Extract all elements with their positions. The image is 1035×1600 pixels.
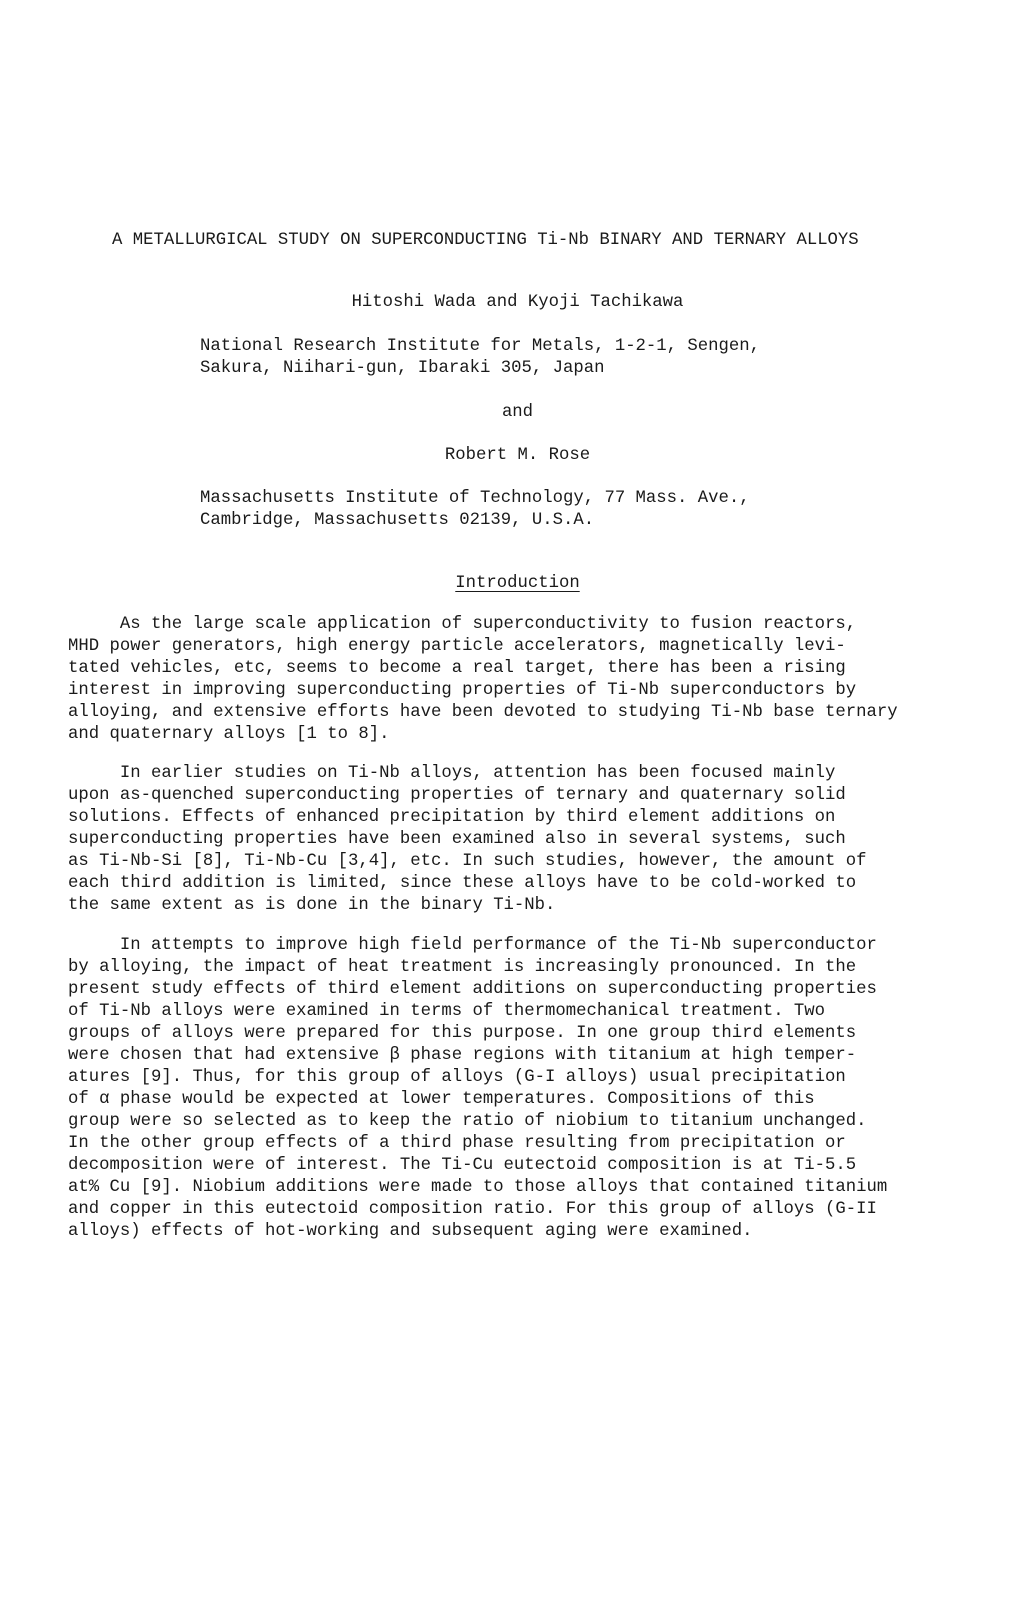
- affiliation-primary-line-1: National Research Institute for Metals, 1-2-1, Sengen,: [200, 337, 761, 356]
- affiliation-primary-line-2: Sakura, Niihari-gun, Ibaraki 305, Japan: [200, 359, 605, 378]
- paragraph-line: In earlier studies on Ti-Nb alloys, attention has been focused mainly: [68, 764, 836, 783]
- paragraph-line: present study effects of third element additions on superconducting properties: [68, 980, 877, 999]
- paragraph-line: As the large scale application of superconductivity to fusion reactors,: [68, 615, 857, 634]
- paragraph-line: group were so selected as to keep the ratio of niobium to titanium unchanged.: [68, 1112, 867, 1131]
- affiliation-secondary-line-2: Cambridge, Massachusetts 02139, U.S.A.: [200, 511, 595, 530]
- paragraph-line: alloys) effects of hot-working and subsequent aging were examined.: [68, 1222, 753, 1241]
- paragraph-line: were chosen that had extensive β phase regions with titanium at high temper-: [68, 1046, 857, 1065]
- authors-secondary: Robert M. Rose: [444, 446, 591, 465]
- paragraph-line: In the other group effects of a third phase resulting from precipitation or: [68, 1134, 846, 1153]
- paragraph-line: at% Cu [9]. Niobium additions were made to those alloys that contained titanium: [68, 1178, 888, 1197]
- paragraph-line: the same extent as is done in the binary Ti-Nb.: [68, 896, 556, 915]
- section-heading: [0, 573, 1035, 595]
- paragraph-line: of Ti-Nb alloys were examined in terms of thermomechanical treatment. Two: [68, 1002, 826, 1021]
- paragraph-line: interest in improving superconducting properties of Ti-Nb superconductors by: [68, 681, 857, 700]
- paragraph-line: In attempts to improve high field performance of the Ti-Nb superconductor: [68, 936, 877, 955]
- paragraph-line: atures [9]. Thus, for this group of alloys (G-I alloys) usual precipitation: [68, 1068, 846, 1087]
- paragraph-line: by alloying, the impact of heat treatment is increasingly pronounced. In the: [68, 958, 857, 977]
- paragraph-line: as Ti-Nb-Si [8], Ti-Nb-Cu [3,4], etc. In such studies, however, the amount of: [68, 852, 867, 871]
- paper-title: A METALLURGICAL STUDY ON SUPERCONDUCTING Ti-Nb BINARY AND TERNARY ALLOYS: [112, 231, 859, 250]
- paragraph-line: groups of alloys were prepared for this purpose. In one group third elements: [68, 1024, 857, 1043]
- paragraph-line: and quaternary alloys [1 to 8].: [68, 725, 390, 744]
- author-conjunction: and: [501, 403, 534, 422]
- paragraph-line: tated vehicles, etc, seems to become a real target, there has been a rising: [68, 659, 846, 678]
- paragraph-line: upon as-quenched superconducting properties of ternary and quaternary solid: [68, 786, 846, 805]
- paragraph-1: [68, 614, 898, 746]
- authors-primary: Hitoshi Wada and Kyoji Tachikawa: [351, 293, 684, 312]
- paragraph-line: and copper in this eutectoid composition ratio. For this group of alloys (G-II: [68, 1200, 877, 1219]
- paragraph-line: MHD power generators, high energy particle accelerators, magnetically levi-: [68, 637, 846, 656]
- paragraph-2: [68, 763, 867, 917]
- paragraph-3: [68, 935, 887, 1243]
- affiliation-secondary-line-1: Massachusetts Institute of Technology, 77 Mass. Ave.,: [200, 489, 750, 508]
- paragraph-line: alloying, and extensive efforts have been devoted to studying Ti-Nb base ternary: [68, 703, 898, 722]
- paragraph-line: solutions. Effects of enhanced precipitation by third element additions on: [68, 808, 836, 827]
- paragraph-line: decomposition were of interest. The Ti-Cu eutectoid composition is at Ti-5.5: [68, 1156, 857, 1175]
- section-heading-text: Introduction: [455, 574, 580, 593]
- paragraph-line: of α phase would be expected at lower temperatures. Compositions of this: [68, 1090, 815, 1109]
- paragraph-line: superconducting properties have been examined also in several systems, such: [68, 830, 846, 849]
- paragraph-line: each third addition is limited, since these alloys have to be cold-worked to: [68, 874, 857, 893]
